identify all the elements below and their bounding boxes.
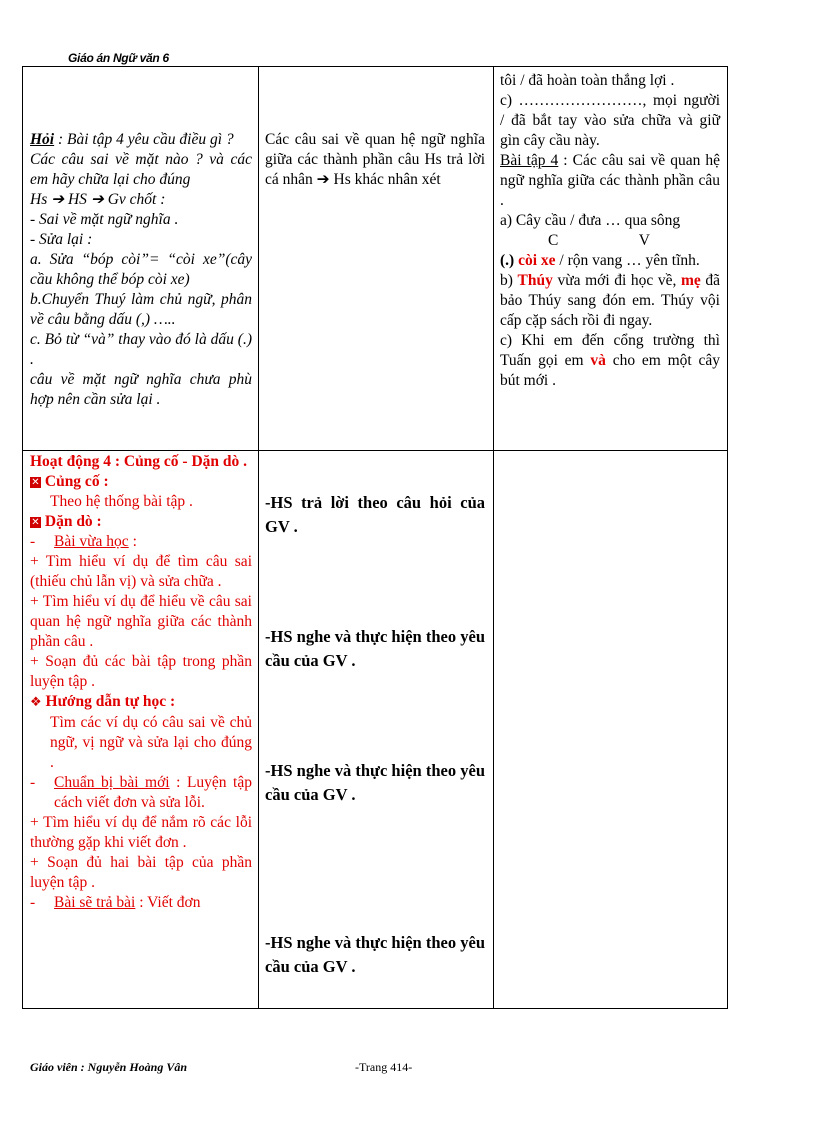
- line-6: câu về mặt ngữ nghĩa chưa phù hợp nên cần sửa lại .: [30, 371, 252, 408]
- response-4: -HS nghe và thực hiện theo yêu cầu của GV .: [265, 933, 485, 976]
- huong-dan-text: Tìm các ví dụ có câu sai về chủ ngữ, vị ngữ và sửa lại cho đúng .: [50, 714, 252, 771]
- ex4-a2-post: / rộn vang … yên tĩnh.: [555, 252, 700, 269]
- line-3: a. Sửa “bóp còi”= “còi xe”(cây cầu không thể bóp còi xe): [30, 251, 252, 288]
- ex4-b-highlight-2: mẹ: [680, 272, 701, 289]
- table-divider-2: [493, 67, 494, 1009]
- footer-page-number: -Trang 414-: [355, 1060, 413, 1074]
- row1-col2-cell: [265, 130, 485, 190]
- arrow-right-icon: ➔: [90, 191, 104, 208]
- chuan-bi-label: Chuẩn bị bài mới: [54, 774, 170, 791]
- row2-col1-cell: Hoạt động 4 : Củng cố - Dặn dò . ✕ Củng cố : Theo hệ thống bài tập . ✕ Dặn dò : - Bài vừa học : + Tìm hiểu ví dụ để tìm câu sai (thiếu chủ lẫn vị) và sửa chữa . + Tìm hiểu ví dụ để hiểu về câu sai quan hệ ngữ nghĩa giữa các thành phần câu . + Soạn đủ các bài tập trong phần luyện tập . ❖ Hướng dẫn tự học : Tìm các ví dụ có câu sai về chủ ngữ, vị ngữ và sửa lại cho đúng . - Chuẩn bị bài mới : Luyện tập cách viết đơn và sửa lỗi. + Tìm hiểu ví dụ để nắm rõ các lỗi thường gặp khi viết đơn . + Soạn đủ hai bài tập của phần luyện tập . - Bài sẽ trả bài : Viết đơn: [30, 453, 252, 911]
- col3-line-1: tôi / đã hoàn toàn thắng lợi .: [500, 72, 675, 89]
- flow-gv: Gv chốt :: [107, 191, 166, 208]
- ex4-a2-highlight: còi xe: [518, 252, 556, 269]
- ex4-text: : Các câu sai về quan hệ ngữ nghĩa giữa các thành phần câu .: [500, 152, 720, 209]
- footer-teacher: Giáo viên : Nguyễn Hoàng Vân: [30, 1060, 188, 1074]
- hoi-label: Hỏi: [30, 131, 55, 148]
- ex4-b-post: đã bảo Thúy sang đón em. Thúy vội cấp cặp sách rồi đi ngay.: [500, 272, 720, 329]
- ex4-c-post: cho em một cây bút mới .: [500, 352, 720, 389]
- bai-vua-hoc-label: Bài vừa học: [54, 533, 129, 550]
- row1-col3-cell: [500, 71, 720, 391]
- response-2: -HS nghe và thực hiện theo yêu cầu của GV .: [265, 627, 485, 670]
- huong-dan-label: Hướng dẫn tự học :: [45, 693, 176, 710]
- predicate-mark: V: [638, 232, 650, 249]
- plan-item-2: + Tìm hiểu ví dụ để hiểu về câu sai quan hệ ngữ nghĩa giữa các thành phần câu .: [30, 593, 252, 650]
- hoi-text: : Bài tập 4 yêu cầu điều gì ?: [54, 131, 234, 148]
- col2-text-b: Hs khác nhân xét: [333, 171, 441, 188]
- table-border-right: [727, 67, 728, 1009]
- activity-title: Hoạt động 4 : Củng cố - Dặn dò .: [30, 453, 248, 470]
- response-3: -HS nghe và thực hiện theo yêu cầu của GV .: [265, 761, 485, 804]
- plan-item-5: + Soạn đủ hai bài tập của phần luyện tập .: [30, 854, 252, 891]
- document-header: Giáo án Ngữ văn 6: [68, 51, 169, 65]
- table-row-divider: [22, 450, 728, 451]
- line-4: b.Chuyển Thuý làm chủ ngữ, phân về câu bằng dấu (,) …..: [30, 291, 252, 328]
- chuan-bi-text: : Luyện tập cách viết đơn và sửa lỗi.: [54, 774, 252, 811]
- col3-line-2: c) ……………………, mọi người / đã bắt tay vào sửa chữa và giữ gìn cây cầu này.: [500, 92, 720, 149]
- ex4-a2-pre: (.): [500, 252, 519, 269]
- plan-item-1: + Tìm hiểu ví dụ để tìm câu sai (thiếu chủ lẫn vị) và sửa chữa .: [30, 553, 252, 590]
- response-1: -HS trả lời theo câu hỏi của GV .: [265, 493, 485, 536]
- ex4-c-highlight: và: [590, 352, 606, 369]
- bai-se-label: Bài sẽ trả bài: [54, 894, 136, 911]
- plan-item-4: + Tìm hiểu ví dụ để nắm rõ các lỗi thường gặp khi viết đơn .: [30, 814, 252, 851]
- ex4-label: Bài tập 4: [500, 152, 559, 169]
- table-border-left: [22, 67, 23, 1009]
- diamond-bullet-icon: ❖: [30, 695, 42, 710]
- line-5: c. Bỏ từ “và” thay vào đó là dấu (.) .: [30, 331, 252, 368]
- subject-mark: C: [548, 232, 559, 249]
- arrow-right-icon: ➔: [316, 171, 330, 188]
- ex4-b-highlight-1: Thúy: [517, 272, 553, 289]
- flow-hs-2: HS: [67, 191, 87, 208]
- flow-hs: Hs: [30, 191, 48, 208]
- line-2: - Sửa lại :: [30, 231, 93, 248]
- header-rule: [22, 66, 728, 67]
- checkbox-x-icon: ✕: [31, 517, 40, 528]
- row1-col1-cell: [30, 130, 252, 410]
- cungco-text: Theo hệ thống bài tập .: [50, 493, 193, 510]
- question-2: Các câu sai về mặt nào ? và các em hãy chữa lại cho đúng: [30, 151, 252, 188]
- bai-vua-hoc-colon: :: [128, 533, 137, 550]
- bai-se-text: : Viết đơn: [135, 894, 201, 911]
- line-1: - Sai về mặt ngữ nghĩa .: [30, 211, 179, 228]
- table-border-bottom: [22, 1008, 728, 1009]
- ex4-a-line: a) Cây cầu / đưa … qua sông: [500, 212, 681, 229]
- ex4-b-pre: b): [500, 272, 518, 289]
- dando-label: Dặn dò :: [44, 513, 102, 530]
- ex4-b-mid: vừa mới đi học về,: [552, 272, 681, 289]
- checkbox-x-icon: ✕: [31, 477, 40, 488]
- col2-text-a: Các câu sai về quan hệ ngữ nghĩa giữa các thành phần câu Hs trả lời cá nhân: [265, 131, 485, 188]
- table-divider-1: [258, 67, 259, 1009]
- plan-item-3: + Soạn đủ các bài tập trong phần luyện tập .: [30, 653, 252, 690]
- cungco-label: Củng cố :: [44, 473, 109, 490]
- ex4-c-pre: c) Khi em đến cổng trường thì Tuấn gọi em: [500, 332, 720, 369]
- arrow-right-icon: ➔: [51, 191, 65, 208]
